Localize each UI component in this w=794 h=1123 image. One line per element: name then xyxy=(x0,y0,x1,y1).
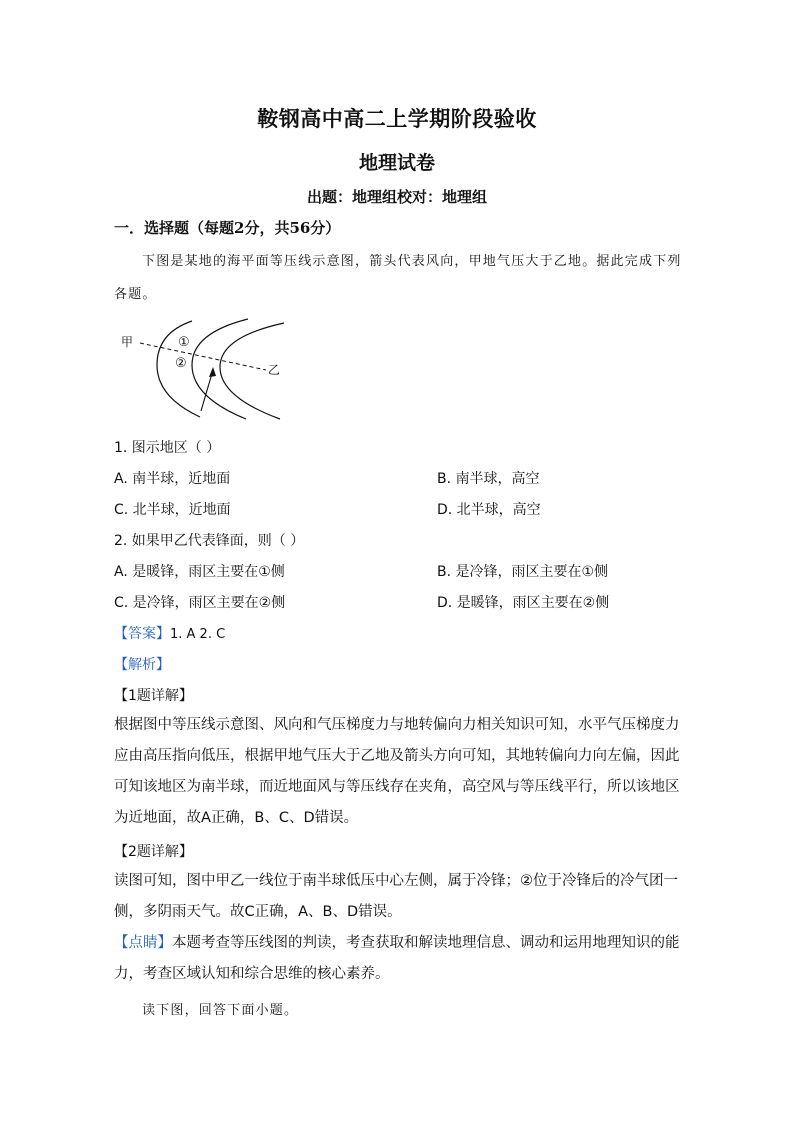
exam-authors: 出题：地理组校对：地理组 xyxy=(306,188,487,206)
group2-intro: 读下图，回答下面小题。 xyxy=(142,1003,299,1018)
answer-row xyxy=(114,623,225,643)
exam-subject-title: 地理试卷 xyxy=(358,152,435,174)
answer-text: 1. A 2. C xyxy=(170,627,226,642)
exam-school-title: 鞍钢高中高二上学期阶段验收 xyxy=(257,106,537,131)
label-yi: 乙 xyxy=(268,363,281,377)
group1-intro-line1: 下图是某地的海平面等压线示意图，箭头代表风向，甲地气压大于乙地。据此完成下列 xyxy=(142,254,682,269)
q2-option-d: D. 是暖锋，雨区主要在②侧 xyxy=(437,595,610,611)
point-text: 本题考查等压线图的判读，考查获取和解读地理信息、调动和运用地理知识的能力，考查区域认知和综合思维的核心素养。 xyxy=(114,935,680,982)
front-dashed-line xyxy=(140,343,266,370)
detail1-label: 【1题详解】 xyxy=(114,688,193,704)
q2-option-b: B. 是冷锋，雨区主要在①侧 xyxy=(437,564,609,580)
detail2-text: 读图可知，图中甲乙一线位于南半球低压中心左侧，属于冷锋；②位于冷锋后的冷气团一侧，多阴雨天气。故C正确，A、B、D错误。 xyxy=(114,873,678,920)
isobar-diagram xyxy=(112,315,302,420)
q1-option-c: C. 北半球，近地面 xyxy=(114,502,231,518)
q2-option-a: A. 是暖锋，雨区主要在①侧 xyxy=(114,564,285,580)
q1-stem: 1. 图示地区（ ） xyxy=(114,440,221,456)
q2-stem: 2. 如果甲乙代表锋面，则（ ） xyxy=(114,533,305,549)
q2-option-c: C. 是冷锋，雨区主要在②侧 xyxy=(114,595,286,611)
label-jia: 甲 xyxy=(121,335,134,349)
point-label: 【点睛】 xyxy=(114,935,172,951)
detail1-text: 根据图中等压线示意图、风向和气压梯度力与地转偏向力相关知识可知，水平气压梯度力应由高压指向低压，根据甲地气压大于乙地及箭头方向可知，其地转偏向力向左偏，因此可知该地区为南半球，而近地面风与等压线存在夹角，高空风与等压线平行，所以该地区为近地面，故A正确，B、C、D错误。 xyxy=(114,717,680,826)
q1-option-b: B. 南半球，高空 xyxy=(437,471,540,487)
section-heading: 一．选择题（每题2分，共56分） xyxy=(114,219,341,237)
group1-intro-line2: 各题。 xyxy=(114,287,157,302)
detail2-label: 【2题详解】 xyxy=(114,844,193,860)
label-circle-1: ① xyxy=(178,335,190,350)
analysis-label: 【解析】 xyxy=(114,657,170,673)
label-circle-2: ② xyxy=(175,356,187,371)
wind-arrow-head xyxy=(209,367,216,377)
q1-option-d: D. 北半球，高空 xyxy=(437,502,541,518)
q1-option-a: A. 南半球，近地面 xyxy=(114,471,231,487)
point-paragraph xyxy=(114,928,680,990)
answer-label: 【答案】 xyxy=(114,626,170,642)
